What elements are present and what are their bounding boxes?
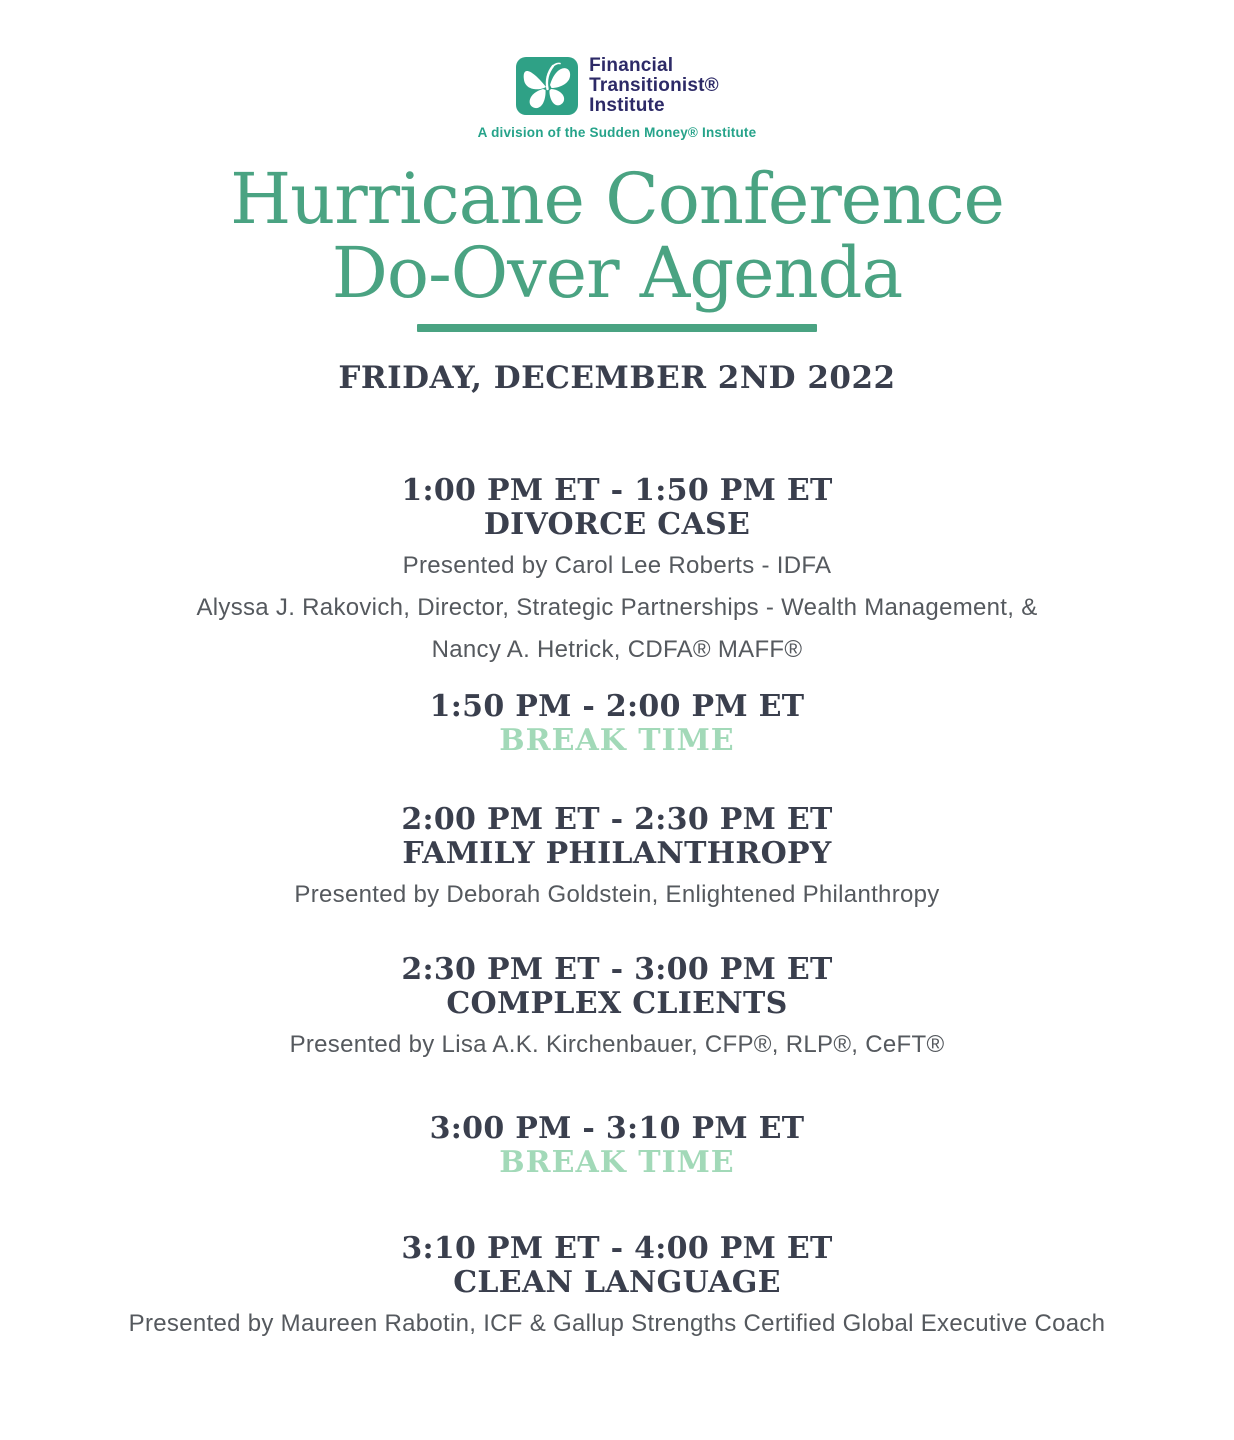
- agenda-session: [0, 803, 1234, 915]
- logo-block: [0, 0, 1234, 140]
- session-time: 1:00 PM ET - 1:50 PM ET: [401, 473, 833, 508]
- logo-wordmark-line: Financial: [589, 55, 674, 76]
- session-time: 2:00 PM ET - 2:30 PM ET: [401, 802, 833, 837]
- page-title: [0, 158, 1234, 314]
- logo-wordmark-line: Transitionist®: [589, 75, 719, 96]
- butterfly-logo-icon: [515, 54, 579, 118]
- logo-tagline: A division of the Sudden Money® Institute: [477, 125, 757, 140]
- break-title: BREAK TIME: [499, 1145, 735, 1180]
- session-title: COMPLEX CLIENTS: [446, 986, 788, 1021]
- agenda-session: [0, 474, 1234, 670]
- session-time: 3:10 PM ET - 4:00 PM ET: [401, 1231, 833, 1266]
- logo-wordmark: [589, 56, 719, 116]
- break-title: BREAK TIME: [499, 723, 735, 758]
- break-time-range: 3:00 PM - 3:10 PM ET: [429, 1111, 805, 1146]
- page-title-line2: Do-Over Agenda: [331, 232, 903, 314]
- break-time-range: 1:50 PM - 2:00 PM ET: [429, 689, 805, 724]
- session-presenter: Nancy A. Hetrick, CDFA® MAFF®: [431, 636, 803, 663]
- session-title: DIVORCE CASE: [483, 507, 751, 542]
- agenda-session: [0, 1232, 1234, 1344]
- agenda-break: [0, 1112, 1234, 1180]
- session-time: 2:30 PM ET - 3:00 PM ET: [401, 952, 833, 987]
- logo-wordmark-line: Institute: [589, 95, 665, 116]
- session-presenter: Presented by Lisa A.K. Kirchenbauer, CFP®, RLP®, CeFT®: [289, 1031, 945, 1058]
- session-presenter: Presented by Carol Lee Roberts - IDFA: [402, 552, 832, 579]
- session-title: FAMILY PHILANTHROPY: [402, 836, 832, 871]
- agenda-break: [0, 690, 1234, 758]
- session-title: CLEAN LANGUAGE: [453, 1265, 781, 1300]
- session-presenter: Presented by Maureen Rabotin, ICF & Gallup Strengths Certified Global Executive Coach: [128, 1310, 1106, 1337]
- page-title-line1: Hurricane Conference: [230, 158, 1004, 240]
- logo-lockup: [0, 54, 1234, 118]
- agenda-list: [0, 474, 1234, 1344]
- session-presenter: Alyssa J. Rakovich, Director, Strategic Partnerships - Wealth Management, &: [196, 594, 1038, 621]
- event-date: FRIDAY, DECEMBER 2ND 2022: [338, 360, 896, 396]
- title-underline: [417, 324, 817, 332]
- session-presenter: Presented by Deborah Goldstein, Enlightened Philanthropy: [294, 881, 940, 908]
- agenda-session: [0, 953, 1234, 1065]
